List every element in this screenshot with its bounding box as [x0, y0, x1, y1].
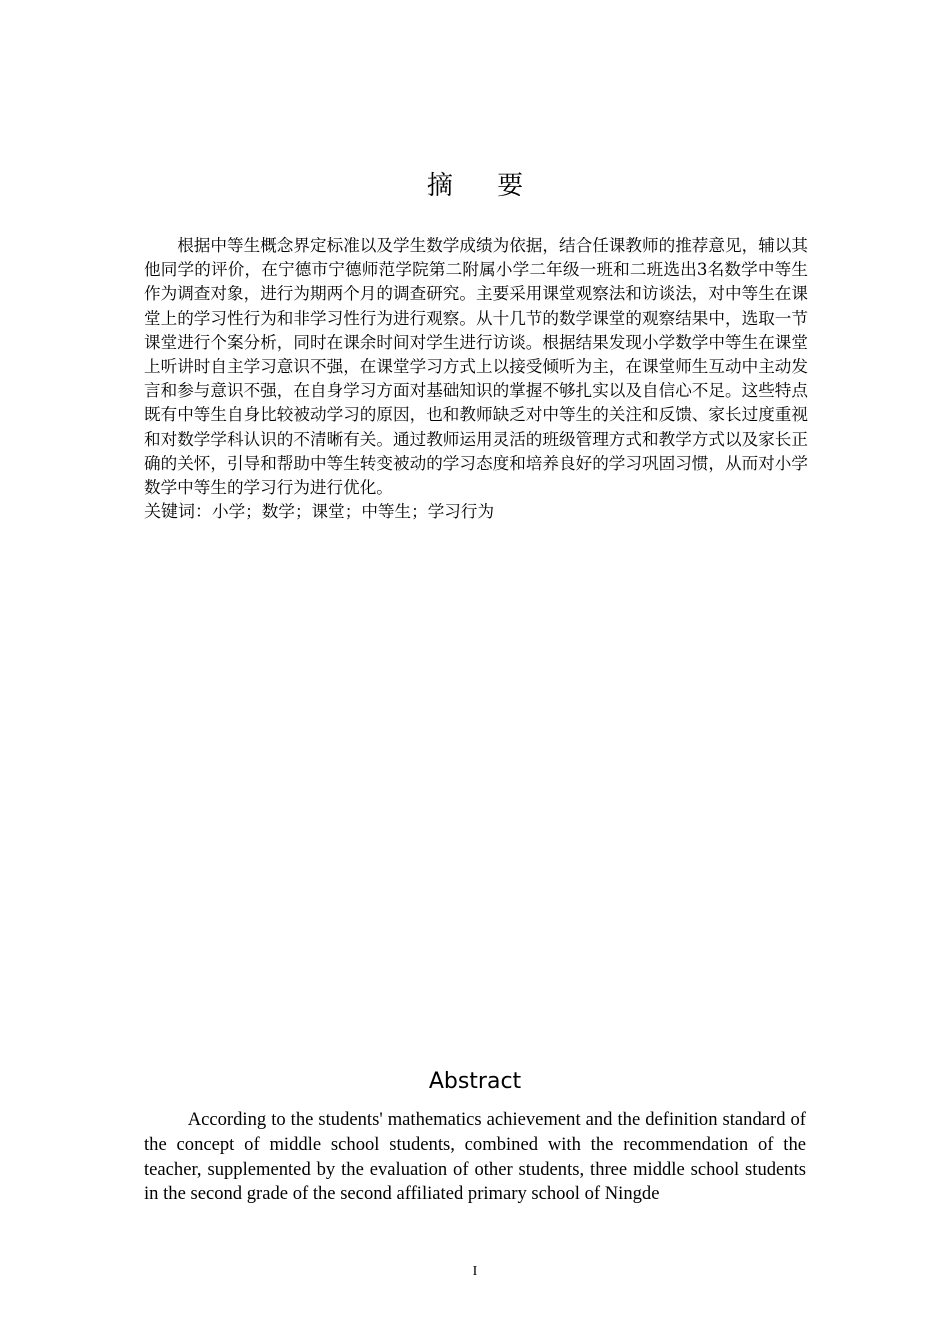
keywords-line	[144, 500, 808, 524]
abstract-en-title: Abstract	[428, 1069, 522, 1094]
abstract-en-paragraph: According to the students' mathematics achievement and the definition standard of the concept of middle school students, combined with the recommendation of the teacher, supplemented by the evaluation of other students, three middle school students in the second grade of the second affiliated primary school of Ningde	[144, 1109, 806, 1205]
abstract-en-section	[144, 1108, 806, 1208]
abstract-cn-title: 摘 要	[426, 171, 542, 201]
abstract-cn-section	[144, 234, 808, 524]
page-number: I	[472, 1264, 478, 1279]
keywords-text: 小学；数学；课堂；中等生；学习行为	[212, 502, 495, 522]
abstract-cn-paragraph: 根据中等生概念界定标准以及学生数学成绩为依据，结合任课教师的推荐意见，辅以其他同学的评价，在宁德市宁德师范学院第二附属小学二年级一班和二班选出3名数学中等生作为调查对象，进行为期两个月的调查研究。主要采用课堂观察法和访谈法，对中等生在课堂上的学习性行为和非学习性行为进行观察。从十几节的数学课堂的观察结果中，选取一节课堂进行个案分析，同时在课余时间对学生进行访谈。根据结果发现小学数学中等生在课堂上听讲时自主学习意识不强，在课堂学习方式上以接受倾听为主，在课堂师生互动中主动发言和参与意识不强，在自身学习方面对基础知识的掌握不够扎实以及自信心不足。这些特点既有中等生自身比较被动学习的原因，也和教师缺乏对中等生的关注和反馈、家长过度重视和对数学学科认识的不清晰有关。通过教师运用灵活的班级管理方式和教学方式以及家长正确的关怀，引导和帮助中等生转变被动的学习态度和培养良好的学习巩固习惯，从而对小学数学中等生的学习行为进行优化。	[144, 236, 808, 498]
keywords-label: 关键词：	[144, 502, 212, 523]
